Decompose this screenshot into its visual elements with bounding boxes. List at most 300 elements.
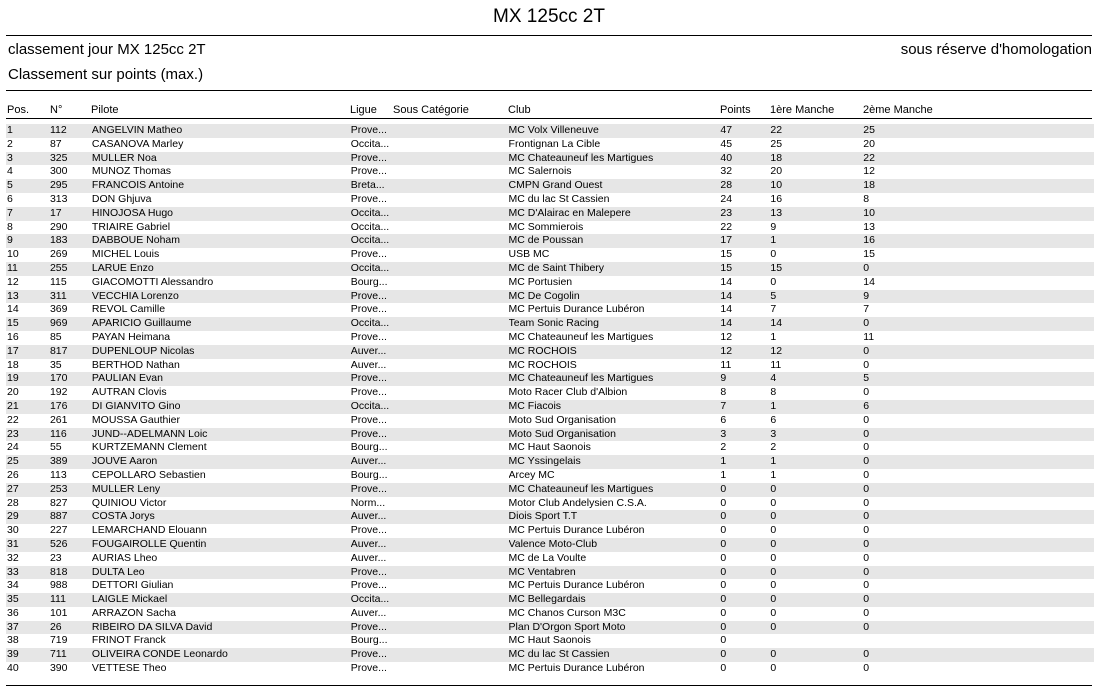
league-cell: Prove... bbox=[351, 152, 393, 166]
subcategory-cell bbox=[393, 579, 509, 593]
points-cell: 0 bbox=[720, 648, 770, 662]
number-cell: 227 bbox=[49, 524, 68, 537]
table-row bbox=[6, 345, 1094, 359]
points-cell: 0 bbox=[720, 579, 727, 592]
club-cell: MC Bellegardais bbox=[509, 593, 721, 607]
race1-cell: 9 bbox=[770, 220, 777, 233]
race1-cell: 4 bbox=[770, 372, 863, 386]
number-cell: 818 bbox=[50, 566, 92, 580]
points-cell: 0 bbox=[720, 510, 770, 524]
club-cell: Team Sonic Racing bbox=[509, 317, 721, 331]
table-row bbox=[6, 221, 1094, 235]
table-row bbox=[6, 607, 1094, 621]
race2-cell: 18 bbox=[863, 179, 1094, 193]
pos-cell: 7 bbox=[6, 207, 50, 221]
pilot-cell: OLIVEIRA CONDE Leonardo bbox=[92, 648, 351, 662]
number-cell: 255 bbox=[50, 262, 92, 276]
number-cell: 116 bbox=[50, 428, 92, 442]
table-row bbox=[6, 193, 1094, 207]
pilot-cell: CASANOVA Marley bbox=[91, 137, 184, 150]
pilot-cell: LARUE Enzo bbox=[92, 262, 351, 276]
club-cell: MC Fiacois bbox=[509, 400, 721, 414]
pilot-cell: DULTA Leo bbox=[92, 566, 351, 580]
divider bbox=[6, 35, 1092, 36]
race2-cell: 12 bbox=[863, 165, 875, 178]
number-cell: 311 bbox=[50, 290, 92, 304]
league-cell: Prove... bbox=[350, 413, 387, 426]
divider bbox=[6, 90, 1092, 91]
points-cell: 22 bbox=[720, 220, 733, 233]
table-row bbox=[6, 441, 1094, 455]
pos-cell: 24 bbox=[7, 441, 19, 454]
number-cell: 176 bbox=[50, 400, 92, 414]
col-header-points: Points bbox=[720, 104, 751, 116]
league-cell: Bourg... bbox=[350, 275, 388, 288]
league-cell: Prove... bbox=[351, 566, 393, 580]
subcategory-cell bbox=[393, 276, 509, 290]
race1-cell: 0 bbox=[770, 496, 777, 509]
pos-cell: 14 bbox=[7, 303, 19, 316]
number-cell: 183 bbox=[50, 234, 92, 248]
results-table bbox=[6, 124, 1094, 676]
pos-cell: 27 bbox=[6, 483, 50, 497]
race1-cell: 0 bbox=[770, 524, 777, 537]
race1-cell: 16 bbox=[770, 192, 783, 205]
race1-cell: 0 bbox=[770, 483, 863, 497]
race2-cell: 0 bbox=[863, 648, 1094, 662]
table-row bbox=[6, 648, 1094, 662]
club-cell: Frontignan La Cible bbox=[508, 137, 601, 150]
race1-cell: 0 bbox=[770, 275, 777, 288]
league-cell: Bourg... bbox=[350, 634, 388, 647]
number-cell: 253 bbox=[50, 483, 92, 497]
race2-cell: 0 bbox=[863, 441, 870, 454]
points-cell: 0 bbox=[720, 634, 727, 647]
number-cell: 115 bbox=[49, 275, 67, 288]
points-cell: 0 bbox=[720, 606, 727, 619]
pilot-cell: AURIAS Lheo bbox=[91, 551, 158, 564]
col-header-ligue: Ligue bbox=[350, 104, 377, 116]
points-cell: 14 bbox=[720, 275, 733, 288]
club-cell: MC ROCHOIS bbox=[508, 358, 577, 371]
pilot-cell: DABBOUE Noham bbox=[92, 234, 351, 248]
pos-cell: 38 bbox=[7, 634, 19, 647]
points-cell: 32 bbox=[720, 165, 733, 178]
league-cell: Prove... bbox=[350, 662, 387, 675]
pilot-cell: HINOJOSA Hugo bbox=[92, 207, 351, 221]
league-cell: Auver... bbox=[350, 358, 387, 371]
race1-cell: 0 bbox=[770, 538, 863, 552]
subcategory-cell bbox=[393, 510, 509, 524]
race2-cell: 0 bbox=[863, 428, 1094, 442]
pos-cell: 32 bbox=[7, 551, 19, 564]
league-cell: Auver... bbox=[351, 455, 393, 469]
homologation-note: sous réserve d'homologation bbox=[900, 41, 1092, 58]
pilot-cell: MULLER Leny bbox=[92, 483, 351, 497]
race1-cell: 22 bbox=[770, 124, 863, 138]
points-cell: 1 bbox=[720, 455, 770, 469]
table-row bbox=[6, 400, 1094, 414]
points-cell: 0 bbox=[720, 662, 727, 675]
pos-cell: 30 bbox=[7, 524, 19, 537]
race1-cell: 5 bbox=[770, 290, 863, 304]
subcategory-cell bbox=[393, 662, 509, 676]
col-header-manche2: 2ème Manche bbox=[863, 104, 933, 116]
race1-cell: 12 bbox=[770, 345, 863, 359]
points-cell: 0 bbox=[720, 621, 770, 635]
table-row bbox=[6, 262, 1094, 276]
pos-cell: 36 bbox=[7, 606, 19, 619]
race2-cell: 8 bbox=[863, 192, 870, 205]
points-cell: 15 bbox=[720, 262, 770, 276]
number-cell: 17 bbox=[50, 207, 92, 221]
subcategory-cell bbox=[393, 524, 509, 538]
subcategory-cell bbox=[393, 138, 509, 152]
table-row bbox=[6, 234, 1094, 248]
league-cell: Prove... bbox=[350, 386, 387, 399]
subcategory-cell bbox=[393, 345, 509, 359]
race2-cell: 0 bbox=[863, 455, 1094, 469]
number-cell: 192 bbox=[49, 386, 68, 399]
subcategory-cell bbox=[393, 165, 509, 179]
race1-cell: 0 bbox=[770, 566, 863, 580]
club-cell: MC Portusien bbox=[508, 275, 573, 288]
table-row bbox=[6, 524, 1094, 538]
number-cell: 313 bbox=[49, 192, 68, 205]
table-row bbox=[6, 662, 1094, 676]
points-cell: 3 bbox=[720, 428, 770, 442]
points-cell: 12 bbox=[720, 330, 733, 343]
race2-cell: 20 bbox=[863, 137, 875, 150]
pos-cell: 40 bbox=[7, 662, 19, 675]
pilot-cell: FRANCOIS Antoine bbox=[92, 179, 351, 193]
pilot-cell: TRIAIRE Gabriel bbox=[91, 220, 171, 233]
number-cell: 26 bbox=[50, 621, 92, 635]
pos-cell: 8 bbox=[7, 220, 13, 233]
points-cell: 0 bbox=[720, 593, 770, 607]
pos-cell: 16 bbox=[7, 330, 19, 343]
points-cell: 6 bbox=[720, 413, 727, 426]
table-row bbox=[6, 386, 1094, 400]
table-row bbox=[6, 414, 1094, 428]
race1-cell: 11 bbox=[770, 358, 782, 371]
table-row bbox=[6, 552, 1094, 566]
league-cell: Prove... bbox=[351, 124, 393, 138]
points-cell: 47 bbox=[720, 124, 770, 138]
club-cell: Motor Club Andelysien C.S.A. bbox=[508, 496, 647, 509]
table-row bbox=[6, 179, 1094, 193]
league-cell: Prove... bbox=[350, 165, 387, 178]
race2-cell bbox=[863, 634, 1094, 648]
race2-cell: 0 bbox=[863, 413, 870, 426]
subcategory-cell bbox=[393, 248, 509, 262]
club-cell: MC Sommierois bbox=[508, 220, 584, 233]
table-row bbox=[6, 152, 1094, 166]
club-cell: MC Chateauneuf les Martigues bbox=[508, 330, 654, 343]
subcategory-cell bbox=[393, 648, 509, 662]
league-cell: Occita... bbox=[350, 220, 390, 233]
number-cell: 170 bbox=[50, 372, 92, 386]
league-cell: Occita... bbox=[351, 593, 393, 607]
club-cell: MC Pertuis Durance Lubéron bbox=[508, 524, 645, 537]
club-cell: MC de Saint Thibery bbox=[509, 262, 721, 276]
league-cell: Occita... bbox=[351, 234, 393, 248]
points-cell: 14 bbox=[720, 290, 770, 304]
points-cell: 15 bbox=[720, 248, 733, 261]
race1-cell: 0 bbox=[770, 593, 863, 607]
league-cell: Occita... bbox=[350, 137, 390, 150]
points-cell: 7 bbox=[720, 400, 770, 414]
pos-cell: 11 bbox=[6, 262, 50, 276]
race2-cell: 0 bbox=[863, 468, 870, 481]
table-row bbox=[6, 469, 1094, 483]
number-cell: 290 bbox=[49, 220, 68, 233]
number-cell: 87 bbox=[49, 137, 62, 150]
points-cell: 14 bbox=[720, 317, 770, 331]
pos-cell: 39 bbox=[6, 648, 50, 662]
pos-cell: 12 bbox=[7, 275, 19, 288]
subcategory-cell bbox=[393, 372, 509, 386]
number-cell: 113 bbox=[49, 468, 67, 481]
club-cell: MC ROCHOIS bbox=[509, 345, 721, 359]
points-cell: 9 bbox=[720, 372, 770, 386]
pos-cell: 25 bbox=[6, 455, 50, 469]
pilot-cell: RIBEIRO DA SILVA David bbox=[92, 621, 351, 635]
club-cell: MC Ventabren bbox=[509, 566, 721, 580]
table-row bbox=[6, 248, 1094, 262]
race1-cell: 2 bbox=[770, 441, 777, 454]
pos-cell: 28 bbox=[7, 496, 19, 509]
number-cell: 988 bbox=[49, 579, 68, 592]
race2-cell: 0 bbox=[863, 524, 870, 537]
club-cell: MC du lac St Cassien bbox=[508, 192, 610, 205]
subcategory-cell bbox=[393, 124, 509, 138]
points-cell: 2 bbox=[720, 441, 727, 454]
club-cell: MC Chanos Curson M3C bbox=[508, 606, 626, 619]
race2-cell: 0 bbox=[863, 262, 1094, 276]
number-cell: 817 bbox=[50, 345, 92, 359]
league-cell: Prove... bbox=[350, 192, 387, 205]
pilot-cell: COSTA Jorys bbox=[92, 510, 351, 524]
subcategory-cell bbox=[393, 441, 509, 455]
pos-cell: 17 bbox=[6, 345, 50, 359]
points-cell: 40 bbox=[720, 152, 770, 166]
pilot-cell: LAIGLE Mickael bbox=[92, 593, 351, 607]
club-cell: MC De Cogolin bbox=[509, 290, 721, 304]
pilot-cell: GIACOMOTTI Alessandro bbox=[91, 275, 214, 288]
race1-cell: 1 bbox=[770, 455, 863, 469]
league-cell: Occita... bbox=[351, 207, 393, 221]
results-body bbox=[6, 124, 1094, 676]
pos-cell: 10 bbox=[7, 248, 19, 261]
race2-cell: 0 bbox=[863, 606, 870, 619]
table-row bbox=[6, 138, 1094, 152]
number-cell: 969 bbox=[50, 317, 92, 331]
race1-cell: 1 bbox=[770, 400, 863, 414]
subcategory-cell bbox=[393, 386, 509, 400]
number-cell: 55 bbox=[49, 441, 62, 454]
club-cell: MC Pertuis Durance Lubéron bbox=[508, 303, 645, 316]
subcategory-cell bbox=[393, 234, 509, 248]
club-cell: Valence Moto-Club bbox=[509, 538, 721, 552]
race1-cell: 20 bbox=[770, 165, 783, 178]
race1-cell: 8 bbox=[770, 386, 777, 399]
pos-cell: 6 bbox=[7, 192, 13, 205]
subcategory-cell bbox=[393, 414, 509, 428]
race2-cell: 0 bbox=[863, 386, 870, 399]
pos-cell: 29 bbox=[6, 510, 50, 524]
club-cell: Moto Sud Organisation bbox=[508, 413, 616, 426]
col-header-club: Club bbox=[508, 104, 531, 116]
race1-cell: 7 bbox=[770, 303, 777, 316]
club-cell: MC Chateauneuf les Martigues bbox=[509, 483, 721, 497]
race1-cell: 14 bbox=[770, 317, 863, 331]
number-cell: 295 bbox=[50, 179, 92, 193]
pilot-cell: MUNOZ Thomas bbox=[91, 165, 172, 178]
subcategory-cell bbox=[393, 262, 509, 276]
league-cell: Prove... bbox=[351, 290, 393, 304]
points-cell: 0 bbox=[720, 551, 727, 564]
pilot-cell: CEPOLLARO Sebastien bbox=[91, 468, 206, 481]
race2-cell: 0 bbox=[863, 317, 1094, 331]
pilot-cell: BERTHOD Nathan bbox=[91, 358, 180, 371]
table-row bbox=[6, 331, 1094, 345]
number-cell: 325 bbox=[50, 152, 92, 166]
league-cell: Breta... bbox=[351, 179, 393, 193]
race2-cell: 25 bbox=[863, 124, 1094, 138]
race2-cell: 0 bbox=[863, 621, 1094, 635]
table-row bbox=[6, 290, 1094, 304]
subcategory-cell bbox=[393, 552, 509, 566]
table-row bbox=[6, 634, 1094, 648]
number-cell: 719 bbox=[49, 634, 68, 647]
table-row bbox=[6, 455, 1094, 469]
points-cell: 24 bbox=[720, 192, 733, 205]
pilot-cell: JUND--ADELMANN Loic bbox=[92, 428, 351, 442]
pos-cell: 15 bbox=[6, 317, 50, 331]
pos-cell: 21 bbox=[6, 400, 50, 414]
number-cell: 526 bbox=[50, 538, 92, 552]
pos-cell: 37 bbox=[6, 621, 50, 635]
race2-cell: 7 bbox=[863, 303, 870, 316]
pilot-cell: ANGELVIN Matheo bbox=[92, 124, 351, 138]
pos-cell: 35 bbox=[6, 593, 50, 607]
club-cell: Diois Sport T.T bbox=[509, 510, 721, 524]
league-cell: Occita... bbox=[351, 262, 393, 276]
subcategory-cell bbox=[393, 179, 509, 193]
league-cell: Prove... bbox=[351, 483, 393, 497]
pilot-cell: LEMARCHAND Elouann bbox=[91, 524, 207, 537]
league-cell: Prove... bbox=[351, 621, 393, 635]
club-cell: CMPN Grand Ouest bbox=[509, 179, 721, 193]
points-cell: 45 bbox=[720, 137, 733, 150]
pilot-cell: DUPENLOUP Nicolas bbox=[92, 345, 351, 359]
points-cell: 14 bbox=[720, 303, 733, 316]
ranking-type: Classement sur points (max.) bbox=[8, 66, 204, 83]
pilot-cell: VETTESE Theo bbox=[91, 662, 167, 675]
club-cell: USB MC bbox=[508, 248, 550, 261]
pilot-cell: REVOL Camille bbox=[91, 303, 166, 316]
table-row bbox=[6, 428, 1094, 442]
number-cell: 112 bbox=[50, 124, 92, 138]
pilot-cell: DETTORI Giulian bbox=[91, 579, 174, 592]
pos-cell: 5 bbox=[6, 179, 50, 193]
number-cell: 711 bbox=[50, 648, 92, 662]
club-cell: MC D'Alairac en Malepere bbox=[509, 207, 721, 221]
club-cell: MC Haut Saonois bbox=[508, 634, 591, 647]
race1-cell: 1 bbox=[770, 234, 863, 248]
league-cell: Bourg... bbox=[350, 441, 388, 454]
table-row bbox=[6, 593, 1094, 607]
race1-cell: 0 bbox=[770, 648, 863, 662]
club-cell: MC de Poussan bbox=[509, 234, 721, 248]
league-cell: Auver... bbox=[350, 606, 387, 619]
league-cell: Bourg... bbox=[350, 468, 388, 481]
race1-cell bbox=[770, 634, 863, 648]
table-row bbox=[6, 124, 1094, 138]
league-cell: Auver... bbox=[351, 345, 393, 359]
race1-cell: 25 bbox=[770, 137, 783, 150]
table-row bbox=[6, 372, 1094, 386]
number-cell: 35 bbox=[49, 358, 62, 371]
race1-cell: 0 bbox=[770, 621, 863, 635]
pos-cell: 9 bbox=[6, 234, 50, 248]
race2-cell: 10 bbox=[863, 207, 1094, 221]
pos-cell: 4 bbox=[7, 165, 13, 178]
subcategory-cell bbox=[393, 455, 509, 469]
col-header-num: N° bbox=[50, 104, 63, 116]
pos-cell: 3 bbox=[6, 152, 50, 166]
subcategory-cell bbox=[393, 469, 509, 483]
pilot-cell: KURTZEMANN Clement bbox=[91, 441, 207, 454]
number-cell: 390 bbox=[49, 662, 68, 675]
race2-cell: 0 bbox=[863, 358, 870, 371]
subcategory-cell bbox=[393, 634, 509, 648]
table-row bbox=[6, 621, 1094, 635]
race2-cell: 11 bbox=[863, 330, 875, 343]
race2-cell: 0 bbox=[863, 579, 870, 592]
table-row bbox=[6, 538, 1094, 552]
race1-cell: 0 bbox=[770, 551, 777, 564]
league-cell: Auver... bbox=[351, 510, 393, 524]
subcategory-cell bbox=[393, 152, 509, 166]
table-row bbox=[6, 497, 1094, 511]
race2-cell: 6 bbox=[863, 400, 1094, 414]
number-cell: 261 bbox=[49, 413, 68, 426]
subcategory-cell bbox=[393, 497, 509, 511]
race2-cell: 15 bbox=[863, 248, 875, 261]
pos-cell: 13 bbox=[6, 290, 50, 304]
ranking-title: classement jour MX 125cc 2T bbox=[8, 41, 206, 58]
pos-cell: 1 bbox=[6, 124, 50, 138]
table-row bbox=[6, 359, 1094, 373]
league-cell: Prove... bbox=[350, 579, 387, 592]
race2-cell: 16 bbox=[863, 234, 1094, 248]
number-cell: 887 bbox=[50, 510, 92, 524]
pilot-cell: JOUVE Aaron bbox=[92, 455, 351, 469]
league-cell: Norm... bbox=[350, 496, 386, 509]
subcategory-cell bbox=[393, 290, 509, 304]
table-row bbox=[6, 579, 1094, 593]
subcategory-cell bbox=[393, 607, 509, 621]
pos-cell: 22 bbox=[7, 413, 19, 426]
race2-cell: 13 bbox=[863, 220, 875, 233]
club-cell: MC Salernois bbox=[508, 165, 572, 178]
subcategory-cell bbox=[393, 207, 509, 221]
subcategory-cell bbox=[393, 331, 509, 345]
race2-cell: 0 bbox=[863, 510, 1094, 524]
pos-cell: 2 bbox=[7, 137, 13, 150]
